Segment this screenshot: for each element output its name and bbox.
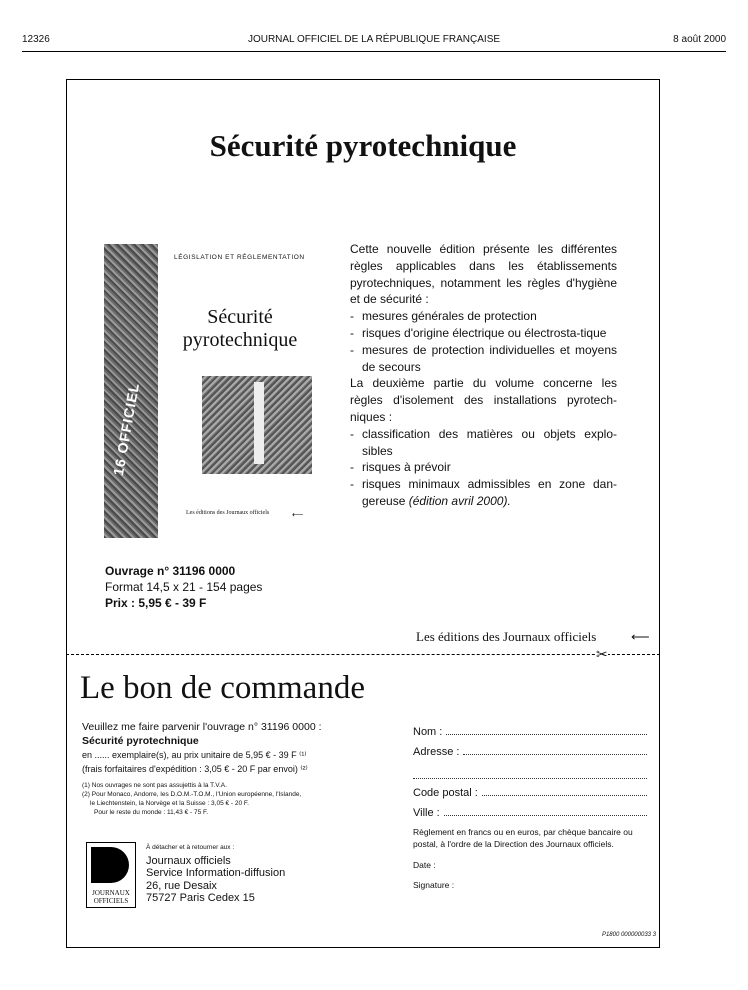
list-item: - mesures générales de protection [350, 309, 537, 324]
issue-date: 8 août 2000 [673, 34, 726, 45]
address-line: Journaux officiels [146, 854, 231, 867]
reference-code: P1800 000000033 3 [601, 932, 656, 938]
list-item: - risques minimaux admissibles en zone dan-gereuse (édition avril 2000). [350, 477, 617, 508]
cover-title [164, 306, 316, 352]
cover-spine [104, 244, 158, 538]
order-quantity: en ...... exemplaire(s), au prix unitaire de 5,95 € - 39 F ⁽¹⁾ [82, 750, 307, 760]
description-intro: Cette nouvelle édition présente les différentes règles applicables dans les établissements pyrotechniques, notamment les règles d'hygiène et de sécurité : [350, 242, 617, 307]
list-item: - mesures de protection individuelles et moyens de secours [350, 342, 617, 374]
customer-form [413, 718, 647, 890]
description-middle: La deuxième partie du volume concerne les règles d'isolement des installations pyrotech-niques : [350, 376, 617, 424]
publisher-line: Les éditions des Journaux officiels [416, 629, 597, 644]
code-postal-field[interactable]: Code postal : [413, 779, 647, 799]
order-shipping: (frais forfaitaires d'expédition : 3,05 € - 20 F par envoi) ⁽²⁾ [82, 764, 308, 774]
scissors-icon: ✂ [596, 646, 608, 662]
list-item: - risques à prévoir [350, 460, 451, 475]
adresse-field[interactable]: Adresse : [413, 738, 647, 758]
page-number: 12326 [22, 34, 50, 45]
book-price: Prix : 5,95 € - 39 F [105, 596, 207, 610]
book-format: Format 14,5 x 21 - 154 pages [105, 580, 263, 594]
order-intro: Veuillez me faire parvenir l'ouvrage n° 31196 0000 : [82, 721, 322, 733]
address-line: 75727 Paris Cedex 15 [146, 892, 255, 904]
list-item: - classification des matières ou objets explo-sibles [350, 426, 617, 458]
address-line: Service Information-diffusion [146, 867, 286, 879]
return-note: À détacher et à retourner aux : [146, 844, 235, 851]
cover-title-line1: Sécurité [207, 306, 273, 328]
footnote-1: (1) Nos ouvrages ne sont pas assujettis à la T.V.A. [82, 782, 227, 789]
header-rule [22, 51, 726, 52]
journaux-officiels-logo: JOURNAUX OFFICIELS [86, 842, 136, 908]
order-book: Sécurité pyrotechnique [82, 735, 199, 747]
cover-title-line2: pyrotechnique [182, 329, 298, 351]
cut-line [66, 654, 660, 655]
arrow-left-icon: ⟵ [292, 510, 304, 519]
spine-text: 16 OFFICIEL [110, 381, 143, 477]
order-form-title: Le bon de commande [80, 670, 365, 706]
date-field[interactable]: Date : [413, 860, 436, 870]
footnote-2b: le Liechtenstein, la Norvège et la Suisse : 3,05 € - 20 F. [90, 800, 249, 807]
book-specs [105, 563, 262, 611]
address-line: 26, rue Desaix [146, 879, 217, 892]
cover-kicker: LÉGISLATION ET RÉGLEMENTATION [174, 254, 305, 261]
book-description [350, 241, 617, 510]
return-address [146, 842, 285, 905]
nom-field[interactable]: Nom : [413, 718, 647, 738]
ouvrage-number: Ouvrage n° 31196 0000 [105, 564, 236, 578]
cover-footer: Les éditions des Journaux officiels [186, 510, 270, 516]
journal-title: JOURNAL OFFICIEL DE LA RÉPUBLIQUE FRANÇAISE [247, 34, 501, 45]
main-title: Sécurité pyrotechnique [209, 128, 517, 163]
footnote-2c: Pour le reste du monde : 11,43 € - 75 F. [94, 809, 209, 816]
payment-terms: Règlement en francs ou en euros, par chèque bancaire ou postal, à l'ordre de la Direction des Journaux officiels. [413, 827, 633, 849]
signature-field[interactable]: Signature : [413, 880, 455, 890]
arrow-left-icon: ⟵ [631, 629, 650, 644]
ville-field[interactable]: Ville : [413, 799, 647, 819]
cover-photo [202, 376, 312, 474]
book-cover [104, 244, 316, 538]
edition-note: (édition avril 2000). [408, 493, 511, 508]
list-item: - risques d'origine électrique ou électrosta-tique [350, 325, 607, 340]
adresse-line2-field[interactable] [413, 758, 647, 779]
order-details [82, 720, 362, 817]
footnote-2: (2) Pour Monaco, Andorre, les D.O.M.-T.O.M., l'Union européenne, l'Islande, [82, 791, 302, 798]
page-header [22, 34, 726, 48]
